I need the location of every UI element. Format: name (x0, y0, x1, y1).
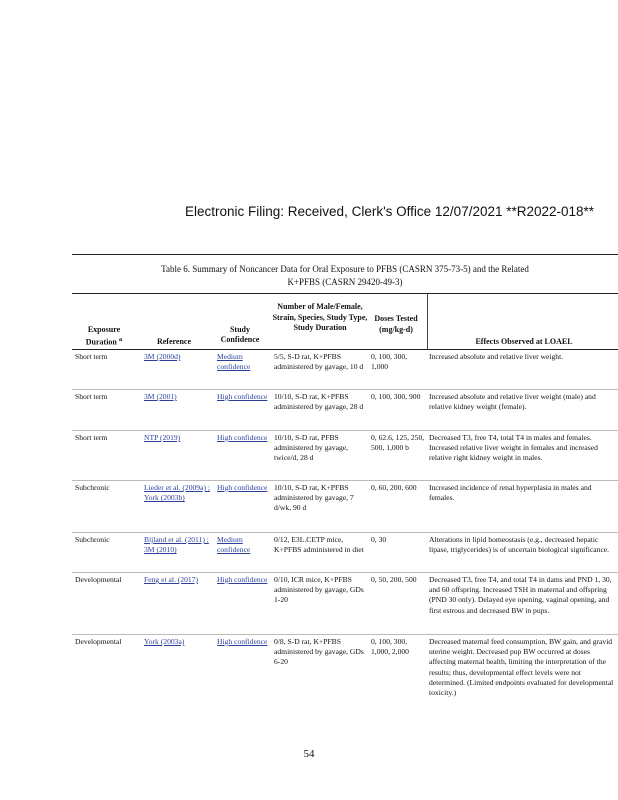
cell-doses: 0, 50, 200, 500 (371, 575, 417, 584)
cell-reference-link[interactable]: Feng et al. (2017) (144, 575, 198, 584)
cell-reference-link[interactable]: 3M (2000d) (144, 352, 181, 361)
cell-effects: Decreased T3, free T4, and total T4 in dams and PND 1, 30, and 60 offspring. Increased TSH in maternal and offspring (PND 30 only). Delayed eye opening, vaginal opening, and first estrous and decreased BW in pups. (429, 575, 612, 615)
cell-confidence-link[interactable]: High confidence (217, 483, 268, 492)
table-top-rule (72, 254, 618, 255)
cell-reference-link[interactable]: York (2003a) (144, 637, 185, 646)
cell-doses: 0, 100, 300, 900 (371, 392, 421, 401)
header-effects: Effects Observed at LOAEL (475, 337, 573, 346)
cell-confidence-link[interactable]: High confidence (217, 433, 268, 442)
table-row (72, 533, 618, 573)
cell-effects: Increased absolute and relative liver weight. (429, 352, 564, 361)
cell-duration: Subchronic (75, 535, 110, 544)
cell-doses: 0, 30 (371, 535, 387, 544)
page-number: 54 (303, 748, 315, 760)
table-row (72, 431, 618, 481)
cell-duration: Subchronic (75, 483, 110, 492)
header-reference: Reference (156, 337, 192, 346)
cell-effects: Alterations in lipid homeostasis (e.g., decreased hepatic lipase, triglycerides) is of uncertain biological significance. (429, 535, 610, 555)
table-row (72, 390, 618, 431)
table-row (72, 481, 618, 533)
cell-animals: 10/10, S-D rat, PFBS administered by gavage, twice/d, 28 d (274, 433, 349, 463)
cell-doses: 0, 100, 300, 1,000, 2,000 (371, 637, 409, 657)
cell-reference-link[interactable]: 3M (2001) (144, 392, 177, 401)
header-study-confidence: Study Confidence (220, 325, 260, 344)
cell-animals: 5/5, S-D rat, K+PFBS administered by gavage, 10 d (274, 352, 364, 372)
cell-animals: 10/10, S-D rat, K+PFBS administered by gavage, 28 d (274, 392, 364, 412)
header-exposure-duration: Exposure Duration $^a$ (85, 325, 123, 347)
cell-animals: 0/12, E3L.CETP mice, K+PFBS administered in diet (274, 535, 364, 555)
cell-confidence-link[interactable]: High confidence (217, 392, 268, 401)
cell-duration: Short term (75, 392, 108, 401)
header-doses: Doses Tested (mg/kg-d) (374, 314, 418, 334)
cell-doses: 0, 100, 300, 1,000 (371, 352, 408, 372)
cell-animals: 0/10, ICR mice, K+PFBS administered by gavage, GDs 1-20 (274, 575, 364, 605)
table-caption (72, 263, 618, 289)
cell-confidence-link[interactable]: High confidence (217, 575, 268, 584)
caption-bottom-rule (72, 293, 618, 294)
exposure-duration-footnote: a (118, 336, 123, 343)
cell-duration: Short term (75, 433, 108, 442)
cell-effects: Increased incidence of renal hyperplasia in males and females. (429, 483, 592, 503)
caption-line-1: Table 6. Summary of Noncancer Data for Oral Exposure to PFBS (CASRN 375-73-5) and the Related (161, 264, 529, 274)
cell-effects: Decreased maternal feed consumption, BW gain, and gravid uterine weight. Decreased pup BW occurred at doses affecting maternal health, limiting the interpretation of the results; thus, developmental effect levels were not determined. (Limited endpoints evaluated for developmental toxicity.) (429, 637, 614, 698)
cell-effects: Increased absolute and relative liver weight (male) and relative kidney weight (female). (429, 392, 596, 412)
cell-reference-link[interactable]: NTP (2019) (144, 433, 181, 442)
cell-effects: Decreased T3, free T4, total T4 in males and females. Increased relative liver weight in females and increased relative right kidney weight in males. (429, 433, 598, 463)
cell-confidence-link[interactable]: Medium confidence (217, 352, 251, 372)
cell-duration: Developmental (75, 575, 122, 584)
cell-confidence-link[interactable]: High confidence (217, 637, 268, 646)
cell-doses: 0, 62.6, 125, 250, 500, 1,000 b (371, 433, 425, 453)
header-animals: Number of Male/Female, Strain, Species, Study Type, Study Duration (272, 302, 368, 332)
filing-banner: Electronic Filing: Received, Clerk's Office 12/07/2021 **R2022-018** (185, 204, 595, 219)
header-divider (427, 294, 428, 350)
cell-duration: Developmental (75, 637, 122, 646)
cell-duration: Short term (75, 352, 108, 361)
caption-line-2: K+PFBS (CASRN 29420-49-3) (287, 277, 403, 287)
table-row (72, 573, 618, 635)
cell-doses: 0, 60, 200, 600 (371, 483, 417, 492)
cell-reference-link[interactable]: Bijland et al. (2011) ; 3M (2010) (144, 535, 209, 555)
table-row (72, 350, 618, 390)
cell-animals: 10/10, S-D rat, K+PFBS administered by gavage, 7 d/wk, 90 d (274, 483, 354, 513)
cell-confidence-link[interactable]: Medium confidence (217, 535, 251, 555)
table-row (72, 635, 618, 719)
cell-reference-link[interactable]: Lieder et al. (2009a) ; York (2003b) (144, 483, 210, 503)
cell-animals: 0/8, S-D rat, K+PFBS administered by gavage, GDs 6-20 (274, 637, 364, 667)
